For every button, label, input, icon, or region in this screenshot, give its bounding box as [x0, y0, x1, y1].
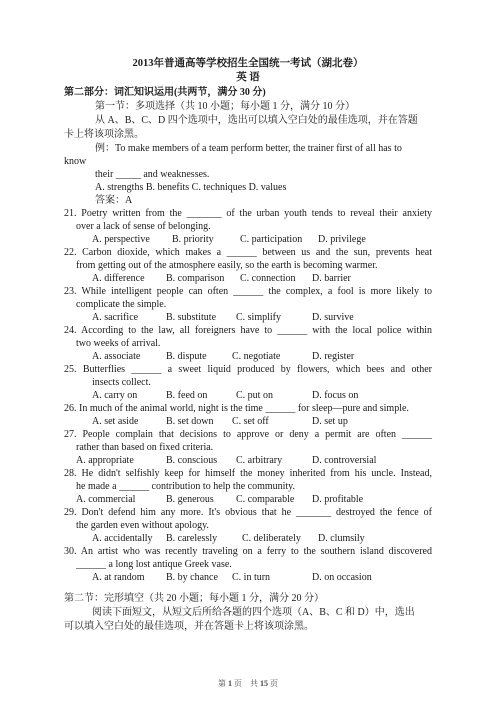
q25-line-2: insects collect. [92, 377, 151, 388]
q25-option-a: A. carry on [92, 390, 138, 401]
section2-instruction-2: 可以填入空白处的最佳选项，并在答题卡上将该项涂黑。 [64, 621, 314, 632]
q30-line-2: ______ a long lost antique Greek vase. [76, 559, 232, 570]
q24-option-d: D. register [312, 351, 355, 362]
example-line-1: 例：To make members of a team perform better, the trainer first of all has to [95, 143, 402, 154]
q29-line-1: 29. Don't defend him any more. It's obvious that he _______ destroyed the fence of [64, 507, 432, 518]
q23-option-c: C. simplify [236, 312, 282, 323]
q29-line-2: the garden even without apology. [76, 520, 209, 531]
subject-title: 英 语 [236, 72, 260, 83]
q28-option-d: D. profitable [312, 494, 364, 505]
q28-option-b: B. generous [166, 494, 214, 505]
exam-title: 2013年普通高等学校招生全国统一考试（湖北卷） [132, 58, 364, 69]
footer-page-number: 1 [228, 679, 232, 688]
q23-option-d: D. survive [312, 312, 354, 323]
q28-option-a: A. commercial [76, 494, 136, 505]
q23-line-2: complicate the simple. [76, 299, 167, 310]
q21-option-c: C. participation [240, 234, 303, 245]
q27-option-c: C. arbitrary [236, 455, 283, 466]
q21-option-b: B. priority [172, 234, 214, 245]
q25-option-d: D. focus on [312, 390, 359, 401]
part2-heading: 第二部分：词汇知识运用(共两节，满分 30 分) [64, 87, 266, 98]
q26-option-d: D. set up [312, 416, 348, 427]
section2-instruction-1: 阅读下面短文，从短文后所给各题的四个选项（A、B、C 和 D）中，选出 [92, 607, 415, 618]
page-footer [0, 678, 496, 690]
instruction-line-1: 从 A、B、C、D 四个选项中，选出可以填入空白处的最佳选项，并在答题 [95, 115, 418, 126]
q22-line-2: from getting out of the atmosphere easily, so the earth is becoming warmer. [76, 260, 378, 271]
footer-total-pages: 15 [260, 679, 268, 688]
q29-option-d: D. clumsily [318, 533, 365, 544]
q30-option-b: B. by chance [166, 572, 218, 583]
q21-option-a: A. perspective [92, 234, 150, 245]
instruction-line-2: 卡上将该项涂黑。 [64, 129, 144, 140]
footer-prefix: 第 [218, 679, 226, 688]
q21-option-d: D. privilege [318, 234, 366, 245]
q27-line-1: 27. People complain that decisions to approve or deny a permit are often ______ [64, 429, 432, 440]
q24-option-b: B. dispute [166, 351, 207, 362]
example-answer: 答案：A [95, 195, 133, 206]
q27-option-d: D. controversial [312, 455, 377, 466]
footer-mid: 页 共 [234, 679, 258, 688]
q22-line-1: 22. Carbon dioxide, which makes a ______ between us and the sun, prevents heat [64, 247, 432, 258]
q28-line-2: he made a ______ contribution to help the community. [76, 481, 296, 492]
footer-suffix: 页 [270, 679, 278, 688]
q25-option-b: B. feed on [166, 390, 208, 401]
q23-option-a: A. sacrifice [92, 312, 139, 323]
q22-option-d: D. barrier [312, 273, 351, 284]
q22-option-b: B. comparison [166, 273, 225, 284]
section1-heading: 第一节：多项选择（共 10 小题；每小题 1 分，满分 10 分） [95, 101, 355, 112]
q23-option-b: B. substitute [166, 312, 217, 323]
example-line-2: know [64, 156, 87, 167]
q28-line-1: 28. He didn't selfishly keep for himself the money inherited from his uncle. Instead, [64, 468, 432, 479]
q30-option-c: C. in turn [232, 572, 271, 583]
q25-line-1: 25. Butterflies ______ a sweet liquid produced by flowers, which bees and other [64, 364, 432, 375]
q27-option-a: A. appropriate [76, 455, 134, 466]
q22-option-a: A. difference [92, 273, 145, 284]
q30-option-a: A. at random [92, 572, 145, 583]
q27-line-2: rather than based on fixed criteria. [76, 442, 214, 453]
example-line-3: their _____ and weaknesses. [95, 169, 210, 180]
q30-option-d: D. on occasion [312, 572, 372, 583]
q24-option-c: C. negotiate [232, 351, 281, 362]
section2-heading: 第二节：完形填空（共 20 小题；每小题 1 分，满分 20 分） [64, 593, 324, 604]
q26-option-a: A. set aside [92, 416, 139, 427]
q26-option-c: C. set off [232, 416, 269, 427]
q28-option-c: C. comparable [236, 494, 295, 505]
q22-option-c: C. connection [240, 273, 296, 284]
q27-option-b: B. conscious [166, 455, 218, 466]
q29-option-c: C. deliberately [242, 533, 301, 544]
example-options: A. strengths B. benefits C. techniques D. values [95, 182, 287, 193]
q24-line-1: 24. According to the law, all foreigners have to ______ with the local police within [64, 325, 432, 336]
q24-line-2: two weeks of arrival. [76, 338, 161, 349]
q29-option-b: B. carelessly [166, 533, 218, 544]
q26-line-1: 26. In much of the animal world, night is the time ______ for sleep—pure and simple. [64, 403, 409, 414]
q21-line-2: over a lack of sense of belonging. [76, 221, 211, 232]
q24-option-a: A. associate [92, 351, 141, 362]
q21-line-1: 21. Poetry written from the _______ of the urban youth tends to reveal their anxiety [64, 208, 432, 219]
q29-option-a: A. accidentally [92, 533, 153, 544]
q25-option-c: C. put on [236, 390, 273, 401]
q26-option-b: B. set down [166, 416, 214, 427]
q23-line-1: 23. While intelligent people can often ______ the complex, a fool is more likely to [64, 286, 432, 297]
q30-line-1: 30. An artist who was recently traveling on a ferry to the southern island discovered [64, 546, 432, 557]
